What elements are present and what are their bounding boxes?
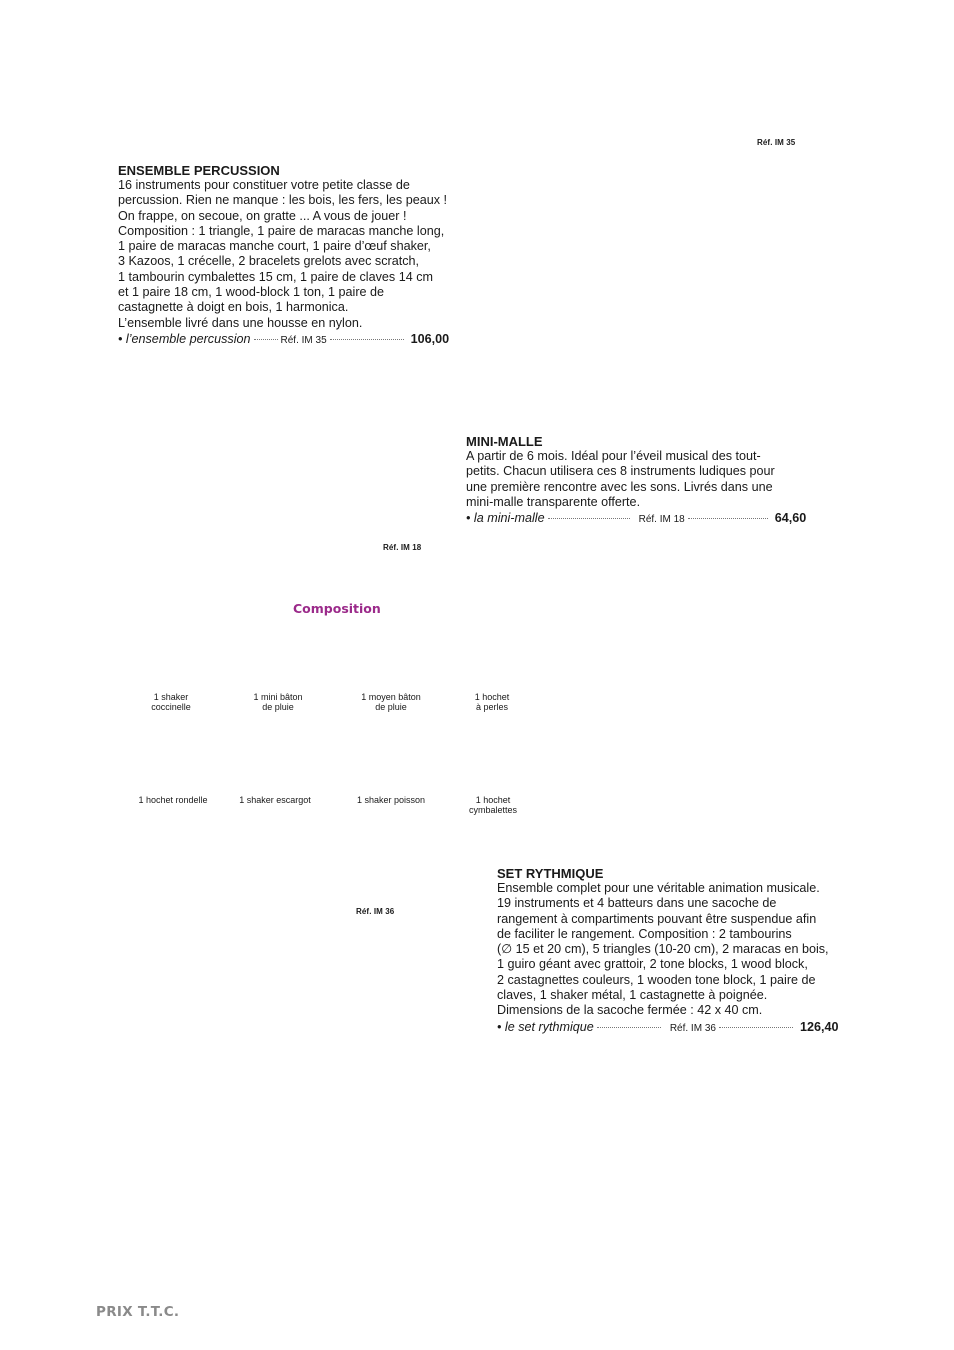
product-title: MINI-MALLE: [466, 434, 543, 449]
item-price: 126,40: [799, 1019, 839, 1034]
product-percussion: [118, 163, 488, 349]
comp-item-hochet-rondelle: [118, 795, 228, 805]
item-name: • la mini-malle: [466, 511, 545, 526]
item-ref: Réf. IM 35: [280, 334, 327, 346]
price-line: [466, 510, 846, 528]
item-ref: Réf. IM 36: [669, 1022, 716, 1034]
composition-title: Composition: [293, 601, 381, 616]
item-price: 106,00: [410, 331, 450, 346]
description-line: claves, 1 shaker métal, 1 castagnette à poignée.: [497, 988, 768, 1003]
description-line: une première rencontre avec les sons. Livrés dans une: [466, 479, 773, 494]
product-minimalle: [466, 434, 846, 528]
product-rythmique: [497, 866, 877, 1037]
product-description: [466, 449, 846, 510]
price-line: [497, 1019, 877, 1037]
comp-item-shaker-escargot: [220, 795, 330, 805]
photo-ref-im18: Réf. IM 18: [383, 543, 422, 552]
description-line: L’ensemble livré dans une housse en nylon.: [118, 315, 363, 330]
description-line: mini-malle transparente offerte.: [466, 494, 641, 509]
item-name: • l’ensemble percussion: [118, 331, 251, 346]
price-line: [118, 331, 488, 349]
comp-item-shaker-coccinelle: [116, 692, 226, 712]
comp-item-mini-baton: [223, 692, 333, 712]
comp-label-line: 1 shaker escargot: [239, 795, 311, 805]
comp-label-line: de pluie: [262, 702, 294, 712]
leader-dots: [548, 518, 630, 519]
comp-label-line: 1 hochet: [474, 692, 510, 702]
item-name: • le set rythmique: [497, 1019, 594, 1034]
description-line: Dimensions de la sacoche fermée : 42 x 40 cm.: [497, 1003, 763, 1018]
description-line: Ensemble complet pour une véritable animation musicale.: [497, 881, 820, 895]
photo-ref-im35: Réf. IM 35: [757, 138, 796, 147]
leader-dots: [719, 1027, 793, 1028]
product-title: SET RYTHMIQUE: [497, 866, 604, 881]
description-line: 1 tambourin cymbalettes 15 cm, 1 paire de claves 14 cm: [118, 269, 433, 284]
leader-dots: [330, 339, 404, 340]
description-line: percussion. Rien ne manque : les bois, les fers, les peaux !: [118, 193, 448, 208]
comp-label-line: 1 shaker: [153, 692, 189, 702]
comp-label-line: 1 mini bâton: [253, 692, 303, 702]
comp-label-line: 1 moyen bâton: [361, 692, 421, 702]
comp-item-shaker-poisson: [336, 795, 446, 805]
comp-item-hochet-cymbalettes: [438, 795, 548, 815]
description-line: rangement à compartiments pouvant être suspendue afin: [497, 911, 817, 926]
item-price: 64,60: [774, 511, 807, 526]
product-title: ENSEMBLE PERCUSSION: [118, 163, 280, 178]
description-line: petits. Chacun utilisera ces 8 instruments ludiques pour: [466, 464, 775, 479]
footer-prix-ttc: PRIX T.T.C.: [96, 1304, 180, 1320]
leader-dots: [597, 1027, 661, 1028]
description-line: 1 paire de maracas manche court, 1 paire d’œuf shaker,: [118, 239, 431, 254]
photo-ref-im36: Réf. IM 36: [356, 907, 395, 916]
comp-label-line: cymbalettes: [468, 805, 518, 815]
comp-item-moyen-baton: [336, 692, 446, 712]
leader-dots: [254, 339, 278, 340]
description-line: de faciliter le rangement. Composition : 2 tambourins: [497, 926, 792, 941]
description-line: Composition : 1 triangle, 1 paire de maracas manche long,: [118, 223, 445, 238]
comp-label-line: 1 hochet: [475, 795, 511, 805]
comp-label-line: à perles: [475, 702, 509, 712]
comp-label-line: de pluie: [375, 702, 407, 712]
product-description: [118, 178, 488, 331]
description-line: (∅ 15 et 20 cm), 5 triangles (10-20 cm), 2 maracas en bois,: [497, 942, 829, 957]
comp-label-line: 1 shaker poisson: [356, 795, 426, 805]
leader-dots: [688, 518, 768, 519]
description-line: 19 instruments et 4 batteurs dans une sacoche de: [497, 896, 777, 911]
product-description: [497, 881, 877, 1019]
description-line: et 1 paire 18 cm, 1 wood-block 1 ton, 1 paire de: [118, 285, 385, 300]
description-line: 16 instruments pour constituer votre petite classe de: [118, 178, 410, 192]
description-line: 2 castagnettes couleurs, 1 wooden tone block, 1 paire de: [497, 972, 816, 987]
description-line: 1 guiro géant avec grattoir, 2 tone blocks, 1 wood block,: [497, 957, 808, 972]
description-line: castagnette à doigt en bois, 1 harmonica.: [118, 300, 349, 315]
description-line: A partir de 6 mois. Idéal pour l’éveil musical des tout-: [466, 449, 761, 463]
comp-label-line: coccinelle: [151, 702, 191, 712]
description-line: On frappe, on secoue, on gratte ... A vous de jouer !: [118, 208, 407, 223]
comp-item-hochet-perles: [437, 692, 547, 712]
item-ref: Réf. IM 18: [638, 514, 685, 526]
description-line: 3 Kazoos, 1 crécelle, 2 bracelets grelots avec scratch,: [118, 254, 419, 269]
comp-label-line: 1 hochet rondelle: [138, 795, 208, 805]
